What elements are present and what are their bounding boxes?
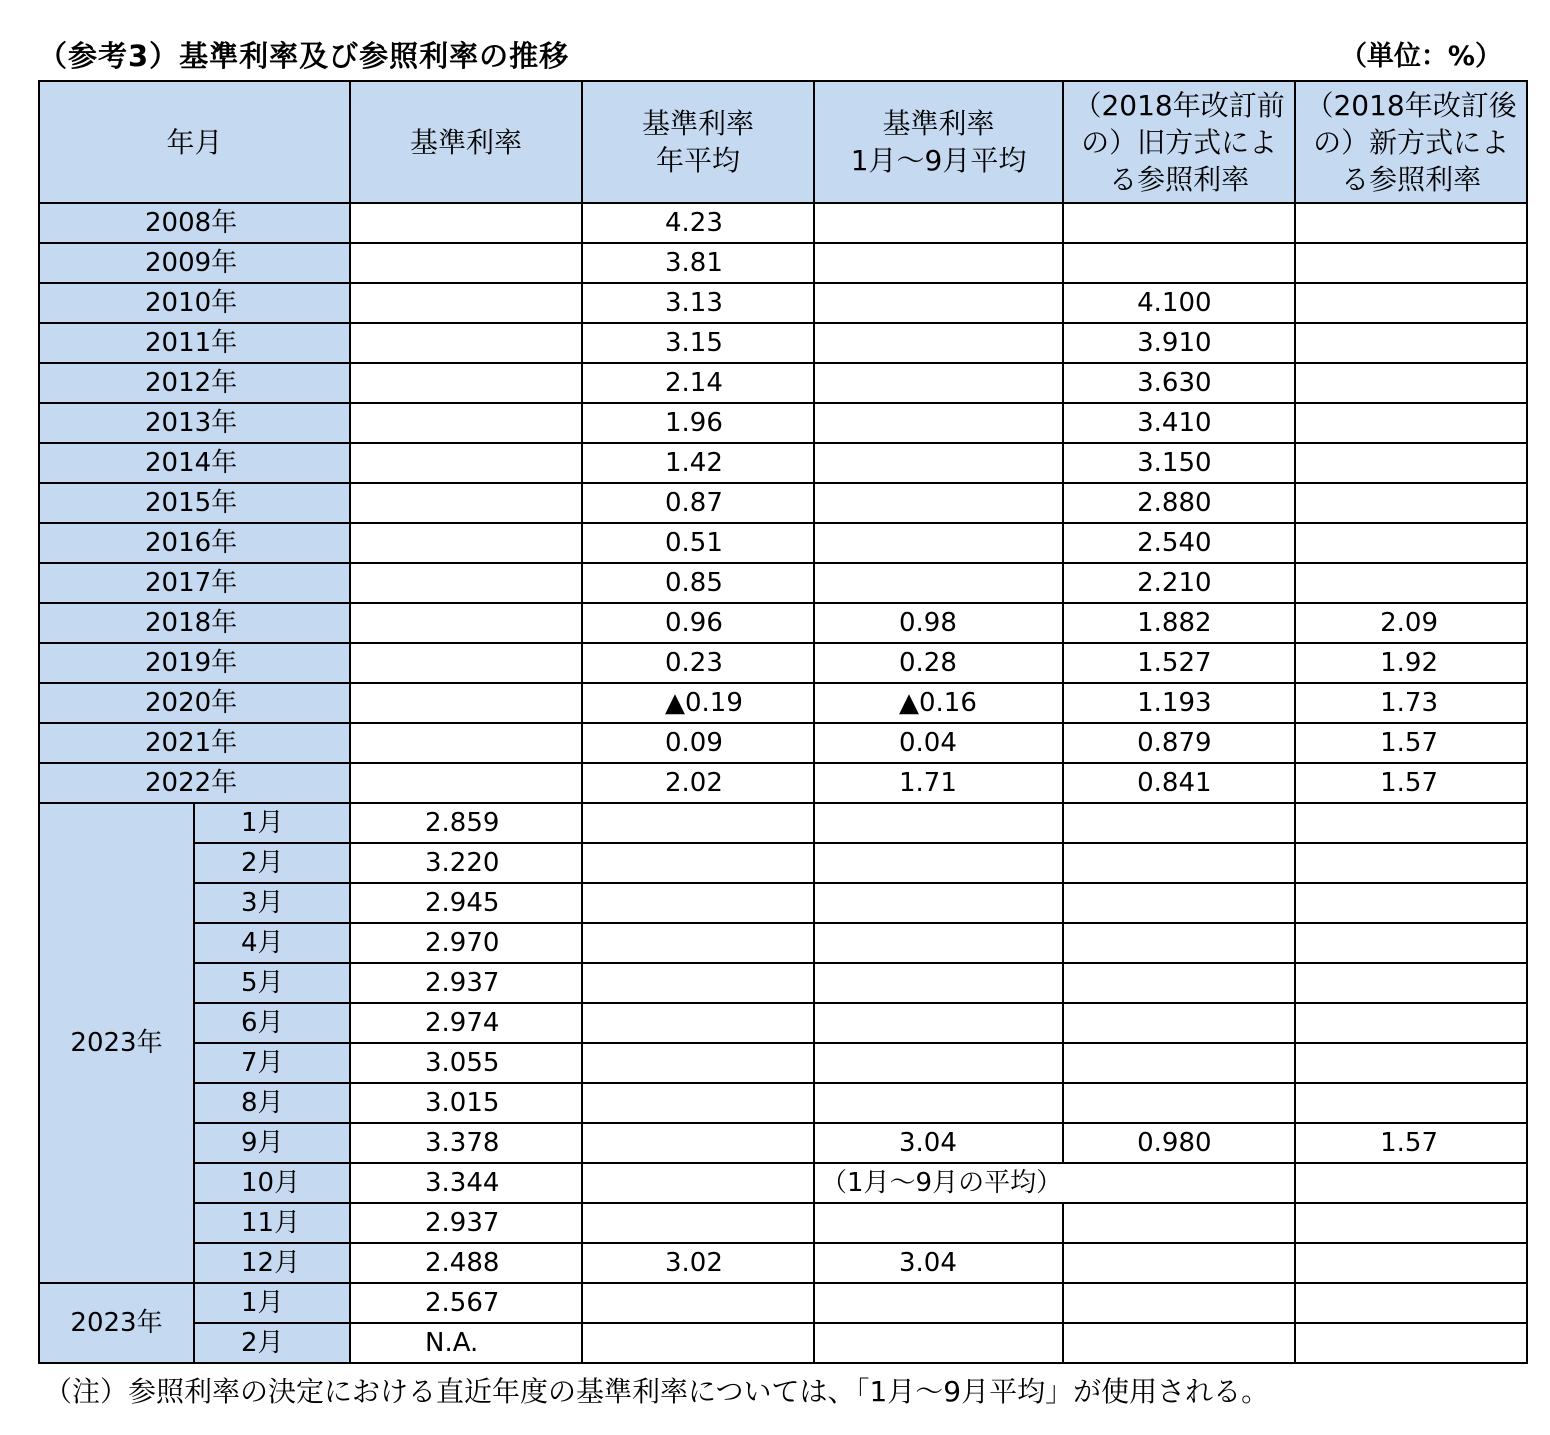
old-ref-cell: 1.193 [1063,683,1295,723]
header-jan-sep-avg [814,81,1063,203]
jan-sep-avg-cell [814,523,1063,563]
annual-avg-cell [582,1003,814,1043]
header-annual-avg-line1: 基準利率 [641,107,754,140]
new-ref-cell [1295,1243,1527,1283]
old-ref-cell: 3.150 [1063,443,1295,483]
header-base-rate: 基準利率 [350,81,582,203]
old-ref-cell: 1.882 [1063,603,1295,643]
table-row [39,1323,1527,1363]
new-ref-cell [1295,1283,1527,1323]
jan-sep-avg-cell [814,1043,1063,1083]
annual-avg-cell [582,1283,814,1323]
jan-sep-avg-cell [814,1283,1063,1323]
table-row [39,603,1527,643]
new-ref-cell: 1.57 [1295,1123,1527,1163]
month-label: 11月 [194,1203,350,1243]
jan-sep-avg-cell [814,1203,1063,1243]
old-ref-cell: 2.210 [1063,563,1295,603]
month-label: 1月 [194,1283,350,1323]
jan-sep-avg-cell [814,563,1063,603]
annual-avg-cell: 2.14 [582,363,814,403]
header-new-ref-line1: （2018年改訂後 [1305,88,1517,122]
old-ref-cell [1063,243,1295,283]
annual-avg-cell: 0.96 [582,603,814,643]
table-row [39,483,1527,523]
month-label: 2月 [194,843,350,883]
jan-sep-avg-cell [814,1323,1063,1363]
annual-avg-cell: 1.96 [582,403,814,443]
header-old-ref-line1: （2018年改訂前 [1073,88,1285,122]
table-row [39,403,1527,443]
table-row [39,363,1527,403]
year-label: 2019年 [39,643,350,683]
annual-avg-cell [582,1043,814,1083]
jan-sep-avg-cell [814,843,1063,883]
old-ref-cell [1063,1043,1295,1083]
year-label: 2013年 [39,403,350,443]
page-title: （参考3）基準利率及び参照利率の推移 [38,39,570,73]
year-label: 2021年 [39,723,350,763]
year-label: 2008年 [39,203,350,243]
base-rate-cell [350,203,582,243]
year-group-label: 2023年 [39,1283,194,1363]
table-row [39,523,1527,563]
base-rate-cell: 2.945 [350,883,582,923]
annual-avg-cell: 3.13 [582,283,814,323]
old-ref-cell: 3.410 [1063,403,1295,443]
jan-sep-avg-cell: 3.04 [814,1123,1063,1163]
new-ref-cell: 1.57 [1295,723,1527,763]
table-row [39,1043,1527,1083]
jan-sep-avg-cell: 0.28 [814,643,1063,683]
month-label: 10月 [194,1163,350,1203]
base-rate-cell: 3.378 [350,1123,582,1163]
old-ref-cell: 4.100 [1063,283,1295,323]
annual-avg-cell [582,843,814,883]
annual-avg-cell [582,883,814,923]
base-rate-cell: 3.220 [350,843,582,883]
base-rate-cell [350,763,582,803]
new-ref-cell [1295,323,1527,363]
new-ref-cell [1295,883,1527,923]
month-label: 4月 [194,923,350,963]
new-ref-cell [1295,563,1527,603]
annual-avg-cell: 0.23 [582,643,814,683]
base-rate-cell: 2.859 [350,803,582,843]
table-row [39,1083,1527,1123]
jan-sep-avg-cell: 0.98 [814,603,1063,643]
base-rate-cell: N.A. [350,1323,582,1363]
old-ref-cell [1063,1323,1295,1363]
year-label: 2010年 [39,283,350,323]
jan-sep-avg-note-cell [814,1163,1063,1203]
new-ref-cell [1295,1043,1527,1083]
annual-avg-cell: 0.85 [582,563,814,603]
jan-sep-avg-cell [814,923,1063,963]
new-ref-cell [1295,443,1527,483]
year-label: 2011年 [39,323,350,363]
jan-sep-avg-cell: 1.71 [814,763,1063,803]
jan-sep-avg-cell: 3.04 [814,1243,1063,1283]
header-jan-sep-avg-line2: 1月～9月平均 [850,144,1027,177]
base-rate-cell: 2.937 [350,963,582,1003]
annual-avg-cell: 1.42 [582,443,814,483]
new-ref-cell [1295,203,1527,243]
header-new-ref-line2: の）新方式によ [1313,125,1510,159]
jan-sep-avg-cell: 0.04 [814,723,1063,763]
base-rate-cell: 2.974 [350,1003,582,1043]
rates-table [38,80,1528,1364]
annual-avg-cell [582,1163,814,1203]
old-ref-cell: 3.630 [1063,363,1295,403]
jan-sep-avg-cell [814,403,1063,443]
annual-avg-cell [582,923,814,963]
base-rate-cell [350,523,582,563]
year-label: 2009年 [39,243,350,283]
annual-avg-cell [582,1123,814,1163]
month-label: 6月 [194,1003,350,1043]
year-label: 2014年 [39,443,350,483]
month-label: 2月 [194,1323,350,1363]
new-ref-cell [1295,1083,1527,1123]
month-label: 7月 [194,1043,350,1083]
old-ref-cell [1063,1243,1295,1283]
year-label: 2012年 [39,363,350,403]
jan-sep-avg-cell [814,323,1063,363]
base-rate-cell: 3.055 [350,1043,582,1083]
year-group-label: 2023年 [39,803,194,1283]
table-row [39,963,1527,1003]
new-ref-cell [1295,1163,1527,1203]
jan-sep-avg-cell [814,283,1063,323]
base-rate-cell: 2.488 [350,1243,582,1283]
jan-sep-avg-cell [814,1083,1063,1123]
old-ref-cell: 0.841 [1063,763,1295,803]
table-row [39,1243,1527,1283]
month-label: 1月 [194,803,350,843]
annual-avg-cell: 4.23 [582,203,814,243]
table-row [39,883,1527,923]
year-label: 2020年 [39,683,350,723]
jan-sep-avg-cell [814,243,1063,283]
year-label: 2018年 [39,603,350,643]
header-row [39,81,1527,203]
new-ref-cell: 1.57 [1295,763,1527,803]
old-ref-cell [1063,1083,1295,1123]
base-rate-cell [350,323,582,363]
old-ref-cell [1063,1203,1295,1243]
annual-avg-cell [582,803,814,843]
old-ref-cell: 3.910 [1063,323,1295,363]
table-row [39,323,1527,363]
base-rate-cell [350,483,582,523]
base-rate-cell [350,683,582,723]
footnote: （注）参照利率の決定における直近年度の基準利率については、「1月～9月平均」が使用される。 [44,1375,1270,1408]
table-row [39,243,1527,283]
new-ref-cell [1295,483,1527,523]
table-row [39,1203,1527,1243]
annual-avg-cell [582,1323,814,1363]
header-new-ref-line3: る参照利率 [1341,162,1482,196]
jan-sep-avg-cell: ▲0.16 [814,683,1063,723]
annual-avg-cell [582,1083,814,1123]
new-ref-cell: 2.09 [1295,603,1527,643]
annual-avg-cell: 0.51 [582,523,814,563]
table-row [39,923,1527,963]
table-row [39,723,1527,763]
old-ref-cell [1063,803,1295,843]
table-row [39,1283,1527,1323]
table-row [39,1003,1527,1043]
table-row [39,283,1527,323]
base-rate-cell: 3.344 [350,1163,582,1203]
jan-sep-avg-cell [814,203,1063,243]
table-row [39,1163,1527,1203]
jan-sep-avg-cell [814,483,1063,523]
header-annual-avg [582,81,814,203]
new-ref-cell [1295,1003,1527,1043]
month-label: 9月 [194,1123,350,1163]
old-ref-cell [1063,203,1295,243]
old-ref-cell [1063,883,1295,923]
old-ref-cell: 0.980 [1063,1123,1295,1163]
old-ref-cell: 2.540 [1063,523,1295,563]
table-row [39,803,1527,843]
annual-avg-cell: ▲0.19 [582,683,814,723]
new-ref-cell [1295,843,1527,883]
old-ref-cell [1063,923,1295,963]
old-ref-cell [1063,1283,1295,1323]
new-ref-cell [1295,1323,1527,1363]
jan-sep-avg-cell [814,963,1063,1003]
header-old-ref-line3: る参照利率 [1109,162,1250,196]
jan-sep-avg-cell [814,883,1063,923]
new-ref-cell [1295,283,1527,323]
header-period: 年月 [39,81,350,203]
header-new-ref [1295,81,1527,203]
header-annual-avg-line2: 年平均 [655,144,740,177]
jan-sep-avg-cell [814,443,1063,483]
year-label: 2022年 [39,763,350,803]
table-row [39,643,1527,683]
annual-avg-cell: 2.02 [582,763,814,803]
base-rate-cell: 2.567 [350,1283,582,1323]
new-ref-cell [1295,363,1527,403]
month-label: 8月 [194,1083,350,1123]
month-label: 12月 [194,1243,350,1283]
base-rate-cell [350,443,582,483]
table-row [39,443,1527,483]
jan-sep-avg-cell [814,803,1063,843]
old-ref-cell: 2.880 [1063,483,1295,523]
month-label: 5月 [194,963,350,1003]
base-rate-cell [350,243,582,283]
month-label: 3月 [194,883,350,923]
new-ref-cell: 1.73 [1295,683,1527,723]
old-ref-cell [1063,843,1295,883]
table-row [39,1123,1527,1163]
new-ref-cell [1295,923,1527,963]
old-ref-cell [1063,1003,1295,1043]
base-rate-cell [350,643,582,683]
table-row [39,203,1527,243]
annual-avg-cell: 3.15 [582,323,814,363]
new-ref-cell [1295,403,1527,443]
annual-avg-cell: 3.02 [582,1243,814,1283]
old-ref-cell: 0.879 [1063,723,1295,763]
base-rate-cell [350,283,582,323]
table-row [39,683,1527,723]
new-ref-cell [1295,803,1527,843]
annual-avg-cell [582,1203,814,1243]
base-rate-cell: 2.970 [350,923,582,963]
header-jan-sep-avg-line1: 基準利率 [882,107,995,140]
unit-label: （単位：%） [1339,41,1502,72]
base-rate-cell: 3.015 [350,1083,582,1123]
base-rate-cell: 2.937 [350,1203,582,1243]
new-ref-cell [1295,963,1527,1003]
annual-avg-cell: 0.09 [582,723,814,763]
table-row [39,563,1527,603]
old-ref-cell [1063,1163,1295,1203]
jan-sep-avg-note: （1月～9月の平均） [821,1168,1063,1198]
year-label: 2015年 [39,483,350,523]
base-rate-cell [350,363,582,403]
header-old-ref [1063,81,1295,203]
year-label: 2017年 [39,563,350,603]
new-ref-cell [1295,523,1527,563]
old-ref-cell [1063,963,1295,1003]
base-rate-cell [350,403,582,443]
base-rate-cell [350,603,582,643]
old-ref-cell: 1.527 [1063,643,1295,683]
jan-sep-avg-cell [814,1003,1063,1043]
header-old-ref-line2: の）旧方式によ [1081,125,1278,159]
base-rate-cell [350,563,582,603]
table-row [39,763,1527,803]
annual-avg-cell: 0.87 [582,483,814,523]
table-row [39,843,1527,883]
new-ref-cell [1295,1203,1527,1243]
base-rate-cell [350,723,582,763]
year-label: 2016年 [39,523,350,563]
new-ref-cell [1295,243,1527,283]
annual-avg-cell: 3.81 [582,243,814,283]
jan-sep-avg-cell [814,363,1063,403]
new-ref-cell: 1.92 [1295,643,1527,683]
annual-avg-cell [582,963,814,1003]
